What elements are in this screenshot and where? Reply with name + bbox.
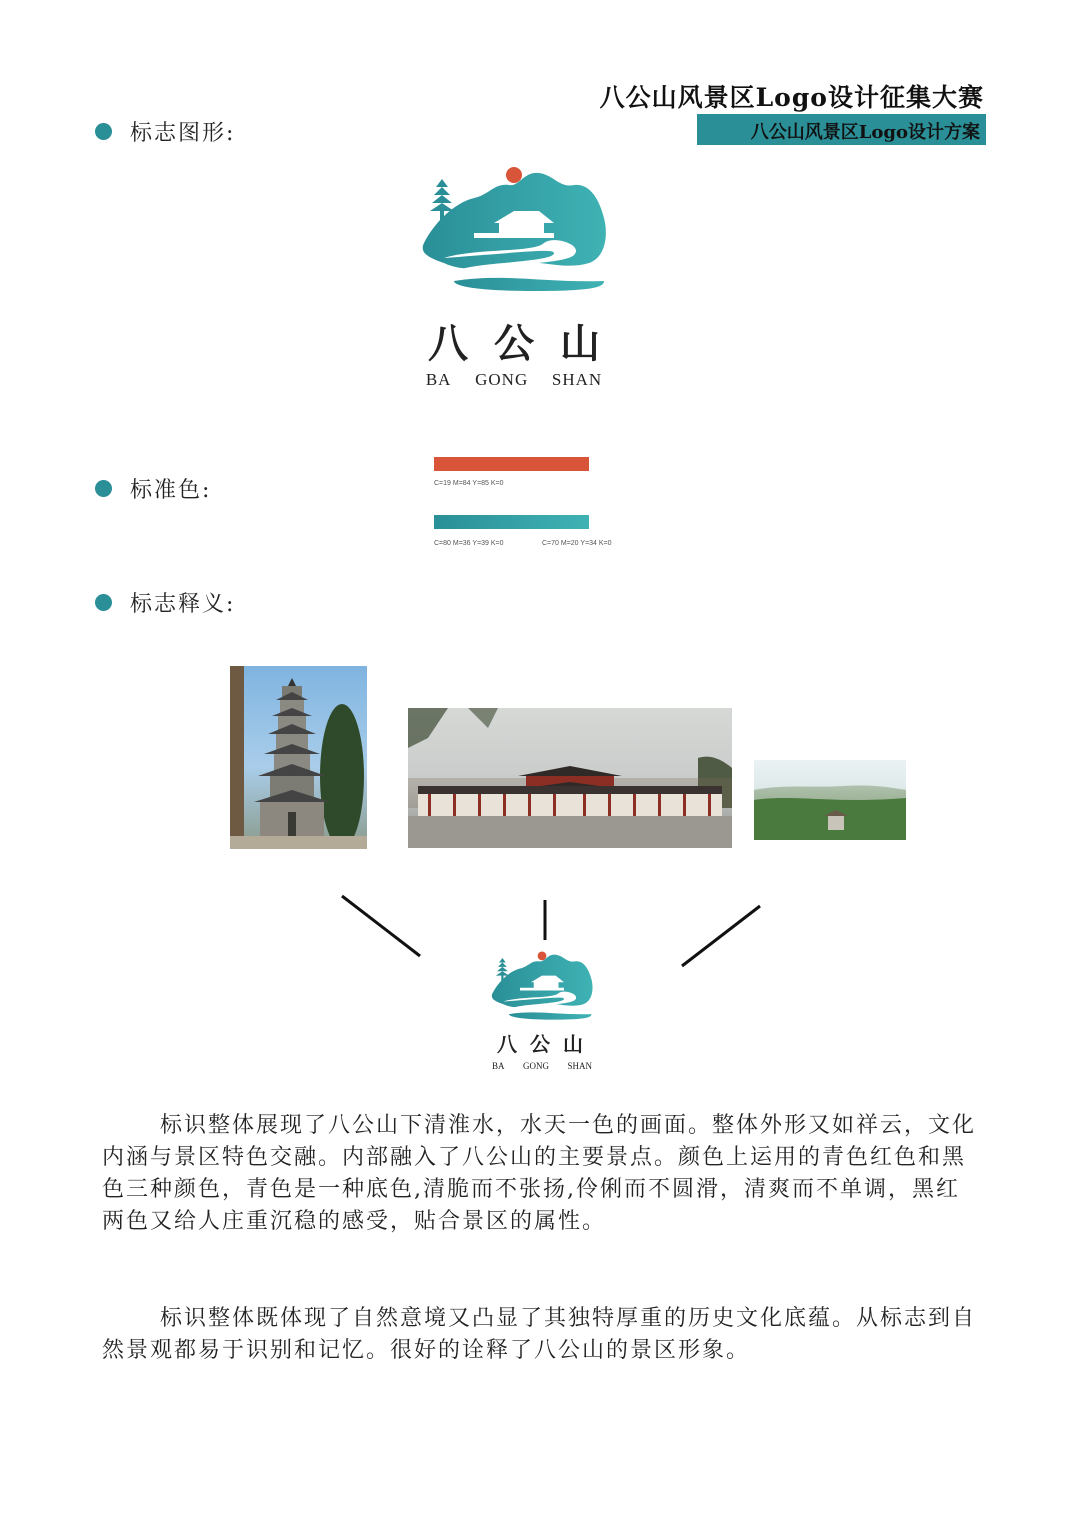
pinyin-shan: SHAN: [551, 370, 603, 389]
small-logo-pinyin: [492, 1061, 592, 1071]
pinyin-ba: BA: [425, 370, 452, 389]
section-standard-color-label: 标准色:: [130, 478, 212, 503]
pinyin-gong: GONG: [475, 370, 529, 389]
section-logo-meaning-label: 标志释义:: [130, 592, 236, 617]
small-pinyin-shan: SHAN: [567, 1061, 592, 1071]
bullet-dot-icon: [95, 123, 112, 140]
swatch-teal-right-label: C=70 M=20 Y=34 K=0: [542, 540, 612, 547]
connector-line-left: [342, 896, 420, 956]
section-logo-meaning: [95, 587, 235, 618]
main-logo-pinyin: [414, 370, 614, 390]
swatch-teal-gradient: [434, 515, 589, 529]
main-logo-chinese: 八 公 山: [428, 321, 608, 366]
photo-temple-hall: [408, 708, 732, 848]
paragraph-1-text: 标识整体展现了八公山下清淮水，水天一色的画面。整体外形又如祥云，文化内涵与景区特色交融。内部融入了八公山的主要景点。颜色上运用的青色红色和黑色三种颜色，青色是一种底色,清脆而不张扬,伶俐而不圆滑，清爽而不单调，黑红两色又给人庄重沉稳的感受，贴合景区的属性。: [102, 1113, 977, 1234]
photo-pagoda: [230, 666, 367, 849]
section-standard-color: [95, 473, 211, 504]
bullet-dot-icon: [95, 480, 112, 497]
small-logo-emblem: [487, 946, 597, 1024]
connector-line-right: [682, 906, 760, 966]
paragraph-2-text: 标识整体既体现了自然意境又凸显了其独特厚重的历史文化底蕴。从标志到自然景观都易于识别和记忆。很好的诠释了八公山的景区形象。: [102, 1306, 977, 1363]
header-title: 八公山风景区Logo设计征集大赛: [599, 83, 984, 112]
paragraph-1: [102, 1110, 982, 1238]
section-logo-graphic: [95, 116, 235, 147]
swatch-teal-left-label: C=80 M=36 Y=39 K=0: [434, 540, 504, 547]
small-pinyin-ba: BA: [492, 1061, 505, 1071]
main-logo-emblem: [414, 158, 614, 298]
small-pinyin-gong: GONG: [523, 1061, 549, 1071]
photo-mountain-view: [754, 760, 906, 840]
header-subtitle-bar: [697, 114, 986, 145]
header-subtitle: 八公山风景区Logo设计方案: [750, 122, 980, 143]
bullet-dot-icon: [95, 594, 112, 611]
small-logo-chinese: 八 公 山: [497, 1034, 587, 1056]
swatch-red-label: C=19 M=84 Y=85 K=0: [434, 480, 504, 487]
swatch-red: [434, 457, 589, 471]
section-logo-graphic-label: 标志图形:: [130, 121, 236, 146]
paragraph-2: [102, 1303, 982, 1367]
